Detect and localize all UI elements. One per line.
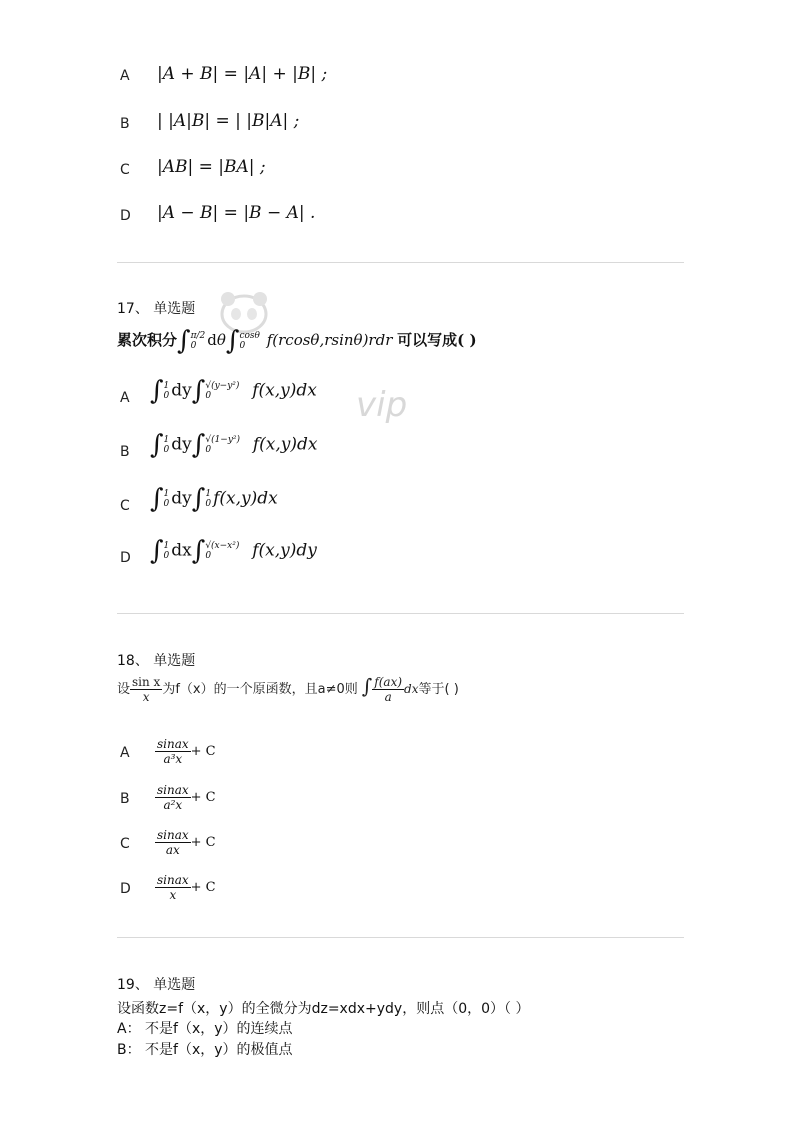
q17-option-a-tail: f(x,y)dx <box>252 380 317 401</box>
integral-sign-icon: ∫ <box>150 484 164 514</box>
q18-option-b-den: a²x <box>163 798 183 812</box>
q18-option-d-letter[interactable]: D <box>120 881 131 897</box>
q18-option-b-expr <box>155 783 216 812</box>
q17-option-b-tail: f(x,y)dx <box>252 434 318 455</box>
q18-option-b-letter[interactable]: B <box>120 791 130 807</box>
integral-sign-icon: ∫ <box>150 430 164 460</box>
q17-stem: 累次积分∫ π/2 0 dθ∫ cosθ 0 f(rcosθ,rsinθ)rdr 可以写成( ) <box>117 326 477 356</box>
q18-stem-dx: dx <box>404 682 419 696</box>
q19-stem: 设函数z=f（x，y）的全微分为dz=xdx+ydy，则点（0，0）（ ） <box>117 1001 530 1017</box>
q18-option-a-expr <box>155 737 216 766</box>
q17-header: 17、 单选题 <box>117 301 196 317</box>
integral-sign-icon: ∫ <box>191 430 206 460</box>
divider <box>117 262 684 263</box>
q17-option-d-d1: dx <box>171 540 192 561</box>
integral-sign-icon: ∫ <box>150 536 164 566</box>
q19-header: 19、 单选题 <box>117 977 196 993</box>
q17-option-d-upper2: √(x−x²) <box>205 541 240 551</box>
q18-option-b-tail: + C <box>190 790 216 805</box>
q18-option-c-expr <box>155 828 216 857</box>
q17-option-c-tail: f(x,y)dx <box>213 488 278 509</box>
q18-option-b-num: sinax <box>157 783 189 797</box>
q18-stem-frac-den: x <box>142 690 150 704</box>
integral-sign-icon: ∫ <box>361 674 373 698</box>
q18-stem <box>117 674 459 704</box>
q18-option-a-tail: + C <box>190 744 216 759</box>
q16-option-b-letter[interactable]: B <box>120 116 130 132</box>
q17-option-c-letter[interactable]: C <box>120 498 130 514</box>
q16-option-b-expr: | |A|B| = | |B|A| ; <box>157 111 300 131</box>
q18-option-d-tail: + C <box>190 880 216 895</box>
q17-option-c-upper2: 1 <box>205 489 212 499</box>
q17-option-a-letter[interactable]: A <box>120 390 130 406</box>
q17-option-c-expr: ∫ 1 0 dy∫ 1 0 f(x,y)dx <box>150 484 278 514</box>
q16-option-c-letter[interactable]: C <box>120 162 130 178</box>
q17-option-d-tail: f(x,y)dy <box>252 540 317 561</box>
q18-stem-frac-num: sin x <box>132 675 161 689</box>
q18-option-c-tail: + C <box>190 835 216 850</box>
q17-stem-suffix: 可以写成( ) <box>397 331 477 349</box>
q17-option-b-d1: dy <box>171 434 192 455</box>
integral-sign-icon: ∫ <box>177 326 191 356</box>
q17-option-a-expr: ∫ 1 0 dy∫ √(y−y²) 0 f(x,y)dx <box>150 376 317 406</box>
integral-sign-icon: ∫ <box>191 536 206 566</box>
q19-option-a[interactable]: A： 不是f（x，y）的连续点 <box>117 1021 293 1037</box>
q18-stem-c: 等于( ) <box>418 682 459 697</box>
q17-option-a-d1: dy <box>171 380 192 401</box>
divider <box>117 937 684 938</box>
integral-sign-icon: ∫ <box>191 484 206 514</box>
q17-outer-upper: π/2 <box>190 331 206 341</box>
q18-option-c-den: ax <box>165 843 180 857</box>
q18-option-d-num: sinax <box>157 873 189 887</box>
q17-option-b-expr: ∫ 1 0 dy∫ √(1−y²) 0 f(x,y)dx <box>150 430 318 460</box>
q16-option-a-letter[interactable]: A <box>120 68 130 84</box>
q17-option-d-expr: ∫ 1 0 dx∫ √(x−x²) 0 f(x,y)dy <box>150 536 317 566</box>
q17-stem-integrand: f(rcosθ,rsinθ)rdr <box>266 331 393 349</box>
q18-option-d-den: x <box>169 888 177 902</box>
q16-option-a-expr: |A + B| = |A| + |B| ; <box>157 64 328 84</box>
q18-option-a-den: a³x <box>163 752 183 766</box>
q17-option-b-letter[interactable]: B <box>120 444 130 460</box>
q18-header: 18、 单选题 <box>117 653 196 669</box>
q18-stem-b: 为f（x）的一个原函数，且a≠0则 <box>162 682 358 697</box>
integral-sign-icon: ∫ <box>191 376 206 406</box>
q17-option-b-upper2: √(1−y²) <box>205 435 241 445</box>
integral-sign-icon: ∫ <box>225 326 240 356</box>
q19-option-b[interactable]: B： 不是f（x，y）的极值点 <box>117 1042 293 1058</box>
q18-option-c-num: sinax <box>157 828 189 842</box>
q16-option-d-expr: |A − B| = |B − A| . <box>157 203 316 223</box>
q16-option-c-expr: |AB| = |BA| ; <box>157 157 266 177</box>
watermark-text: vip <box>356 385 408 425</box>
q17-outer-lower: 0 <box>190 341 197 351</box>
q17-option-c-d1: dy <box>171 488 192 509</box>
integral-sign-icon: ∫ <box>150 376 164 406</box>
q18-option-a-letter[interactable]: A <box>120 745 130 761</box>
q17-option-a-upper2: √(y−y²) <box>205 381 240 391</box>
q18-option-d-expr <box>155 873 216 902</box>
divider <box>117 613 684 614</box>
q18-stem-int-num: f(ax) <box>374 675 403 689</box>
q18-option-c-letter[interactable]: C <box>120 836 130 852</box>
q17-inner-upper: cosθ <box>239 331 260 341</box>
q17-option-d-letter[interactable]: D <box>120 550 131 566</box>
q17-stem-prefix: 累次积分 <box>117 331 178 349</box>
q17-inner-lower: 0 <box>239 341 246 351</box>
q18-stem-int-den: a <box>384 690 392 704</box>
q16-option-d-letter[interactable]: D <box>120 208 131 224</box>
q18-option-a-num: sinax <box>157 737 189 751</box>
q18-stem-a: 设 <box>117 682 131 697</box>
